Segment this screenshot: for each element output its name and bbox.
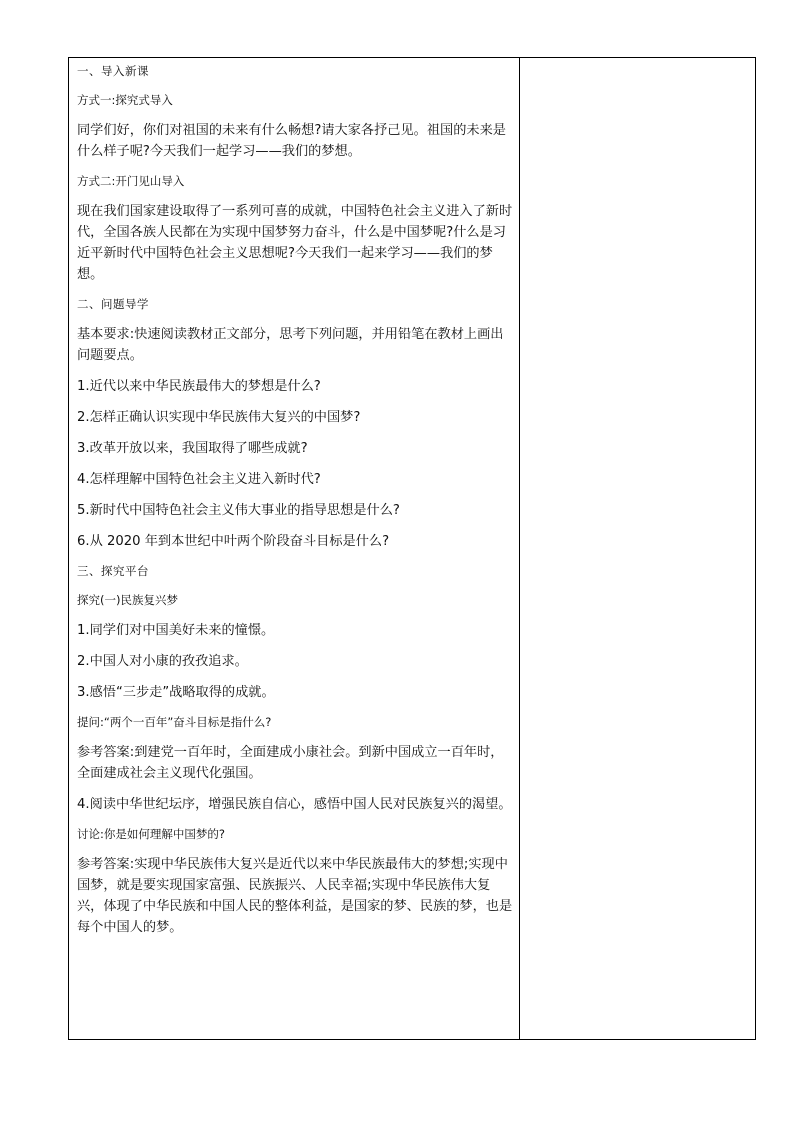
- section-heading: 三、探究平台: [77, 564, 149, 578]
- subheading: 方式二:开门见山导入: [77, 174, 185, 188]
- paragraph: 1.同学们对中国美好未来的憧憬。: [77, 623, 275, 638]
- paragraph: 3.改革开放以来，我国取得了哪些成就?: [77, 441, 308, 456]
- paragraph: 参考答案:实现中华民族伟大复兴是近代以来中华民族最伟大的梦想;实现中国梦，就是要实现国家富强、民族振兴、人民幸福;实现中华民族伟大复兴，体现了中华民族和中国人民的整体利益，是国家的梦、民族的梦，也是每个中国人的梦。: [77, 857, 513, 935]
- paragraph: 5.新时代中国特色社会主义伟大事业的指导思想是什么?: [77, 503, 400, 518]
- paragraph: 1.近代以来中华民族最伟大的梦想是什么?: [77, 379, 321, 394]
- paragraph: 基本要求:快速阅读教材正文部分，思考下列问题，并用铅笔在教材上画出问题要点。: [77, 327, 504, 363]
- paragraph: 4.阅读中华世纪坛序，增强民族自信心，感悟中国人民对民族复兴的渴望。: [77, 797, 512, 812]
- notes-cell: [520, 58, 755, 1039]
- lesson-content-cell: [69, 58, 520, 1039]
- lesson-table: [68, 57, 756, 1040]
- paragraph: 2.怎样正确认识实现中华民族伟大复兴的中国梦?: [77, 410, 361, 425]
- paragraph: 4.怎样理解中国特色社会主义进入新时代?: [77, 472, 321, 487]
- section-heading: 二、问题导学: [77, 297, 149, 311]
- paragraph: 6.从 2020 年到本世纪中叶两个阶段奋斗目标是什么?: [77, 534, 390, 549]
- subheading: 探究(一)民族复兴梦: [77, 593, 178, 607]
- subheading: 方式一:探究式导入: [77, 93, 173, 107]
- paragraph: 现在我们国家建设取得了一系列可喜的成就，中国特色社会主义进入了新时代，全国各族人民都在为实现中国梦努力奋斗，什么是中国梦呢?什么是习近平新时代中国特色社会主义思想呢?今天我们一起来学习——我们的梦想。: [77, 204, 513, 282]
- subheading: 讨论:你是如何理解中国梦的?: [77, 827, 225, 841]
- paragraph: 同学们好，你们对祖国的未来有什么畅想?请大家各抒己见。祖国的未来是什么样子呢?今天我们一起学习——我们的梦想。: [77, 123, 506, 159]
- paragraph: 2.中国人对小康的孜孜追求。: [77, 654, 248, 669]
- subheading: 提问:“两个一百年”奋斗目标是指什么?: [77, 715, 272, 729]
- paragraph: 参考答案:到建党一百年时，全面建成小康社会。到新中国成立一百年时，全面建成社会主义现代化强国。: [77, 745, 504, 781]
- section-heading: 一、导入新课: [77, 64, 149, 78]
- paragraph: 3.感悟“三步走”战略取得的成就。: [77, 685, 275, 700]
